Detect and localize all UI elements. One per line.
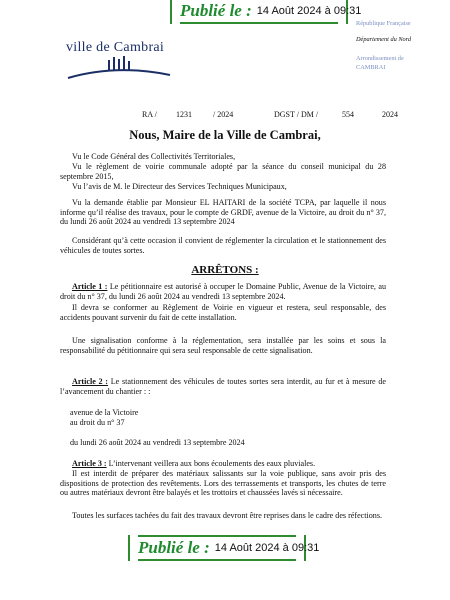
article-1-signalisation: Une signalisation conforme à la réglementation, sera installée par les soins et sous la responsabilité du pétitionnaire qui sera seul responsable de cette signalisation. [60,336,386,355]
article-1 [60,282,386,301]
logo-city-name: ville de Cambrai [66,40,165,55]
article-2-label: Article 2 : [72,377,109,386]
ref-dgst-number: 554 [342,110,354,119]
ref-ra-number: 1231 [176,110,192,119]
ref-dgst-label: DGST / DM / [274,110,319,119]
vu-demande: Vu la demande établie par Monsieur EL HAITARI de la société TCPA, par laquelle il nous informe qu’il réalise des travaux, pour le compte de GRDF, avenue de la Victoire, au droit du n° 37, du lundi 26 août 2024 au vendredi 13 septembre 2024 [60,198,386,227]
republique-label: République Française [356,20,411,27]
arrondissement-name: CAMBRAI [356,64,386,71]
article-3-label: Article 3 : [72,459,107,468]
arrondissement-label: Arrondissement de [356,55,404,62]
arretons-heading: ARRÊTONS : [191,264,259,276]
article-3-text: L’intervenant veillera aux bons écoulements des eaux pluviales. [106,459,316,468]
article-2-street: avenue de la Victoire [70,408,139,417]
ref-ra-label: RA / [142,110,157,119]
publication-stamp-top [170,0,362,24]
considerant: Considérant qu’à cette occasion il convient de réglementer la circulation et le stationnement des véhicules de toutes sortes. [60,236,386,255]
vu-avis: Vu l’avis de M. le Directeur des Services Techniques Municipaux, [72,182,287,191]
stamp-date: 14 Août 2024 à 09:31 [256,5,362,17]
article-3 [60,459,386,469]
article-3-surfaces: Toutes les surfaces tachées du fait des travaux devront être reprises dans le cadre des réfections. [72,511,383,520]
article-2-text: Le stationnement des véhicules de toutes sortes sera interdit, au fur et à mesure de l’avancement du chantier : : [60,377,386,396]
vu-code: Vu le Code Général des Collectivités Territoriales, [72,152,236,161]
stamp-date: 14 Août 2024 à 09:31 [214,542,320,554]
article-2 [60,377,386,396]
city-logo [66,40,176,80]
article-2-dates: du lundi 26 août 2024 au vendredi 13 septembre 2024 [70,438,245,447]
vu-reglement: Vu le règlement de voirie communale adopté par la séance du conseil municipal du 28 septembre 2015, [60,162,386,181]
article-3-preparation: Il est interdit de préparer des matériaux salissants sur la voie publique, sans avoir pris des dispositions de protection des revêtements. Lors des terrassements et transports, les chutes de terre ou autres matériaux devront être balayés et les trottoirs et chaussées lavés si nécessaire. [60,469,386,498]
document-title: Nous, Maire de la Ville de Cambrai, [129,128,321,142]
article-1-text: Le pétitionnaire est autorisé à occuper le Domaine Public, Avenue de la Victoire, au droit du n° 37, du lundi 26 août 2024 au vendredi 13 septembre 2024. [60,282,386,301]
stamp-label: Publié le : [138,538,210,557]
departement-label: Département du Nord [356,36,412,43]
article-1-responsabilite: Il devra se conformer au Règlement de Voirie en vigueur et restera, seul responsable, des accidents pouvant survenir du fait de cette installation. [60,303,386,322]
logo-skyline-icon [66,56,176,82]
publication-stamp-bottom [128,535,320,561]
article-2-number: au droit du n° 37 [70,418,125,427]
ref-ra-year: / 2024 [213,110,234,119]
article-1-label: Article 1 : [72,282,108,291]
stamp-label: Publié le : [180,1,252,20]
ref-dgst-year: 2024 [382,110,398,119]
